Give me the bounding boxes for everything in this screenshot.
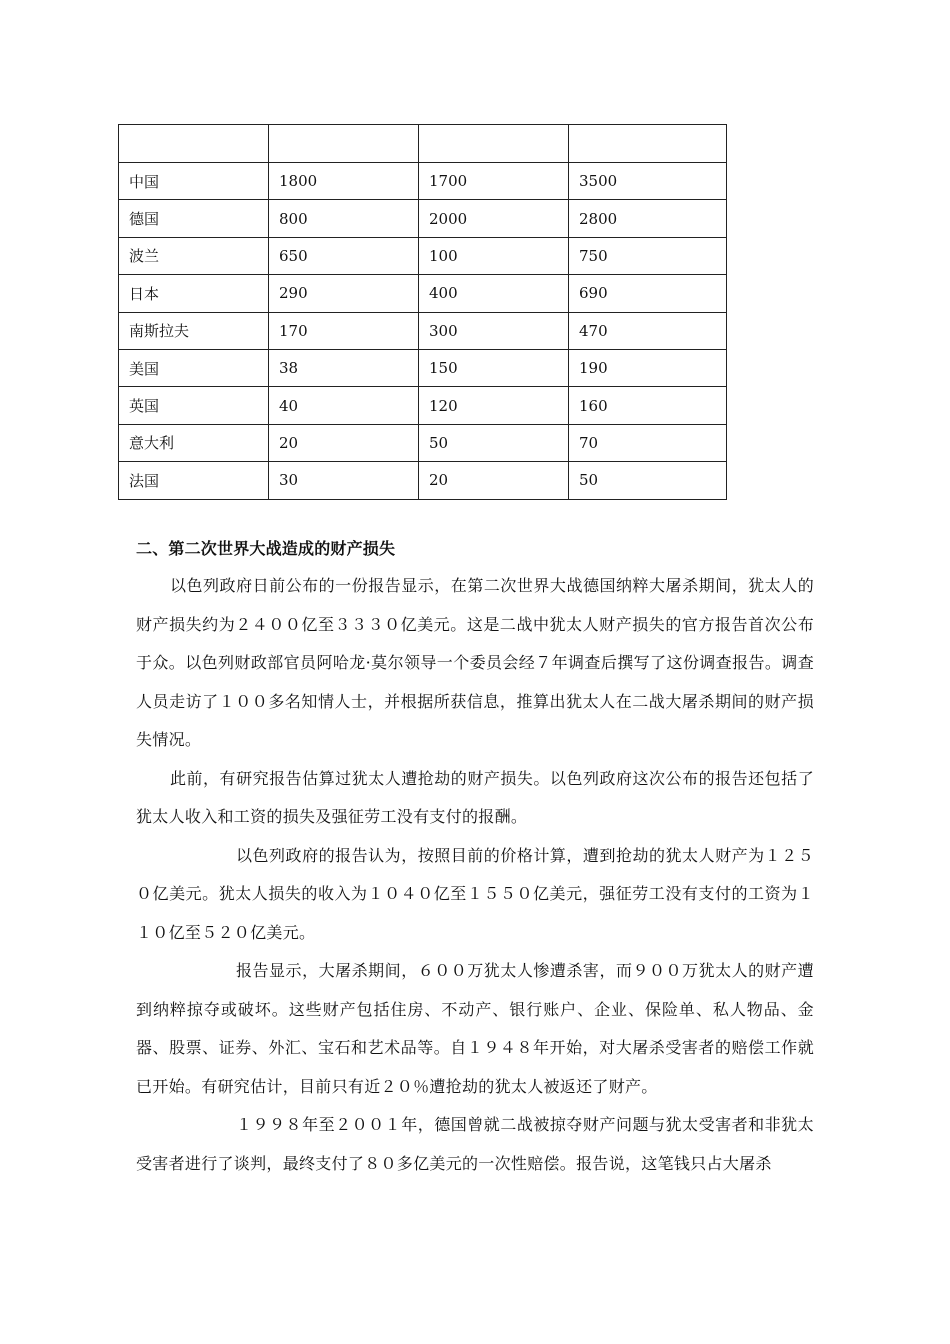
country-cell: 中国 bbox=[119, 163, 269, 200]
table-row bbox=[119, 424, 727, 461]
table-row bbox=[119, 275, 727, 312]
value-cell: 160 bbox=[569, 387, 727, 424]
value-cell: 38 bbox=[269, 349, 419, 386]
country-cell: 日本 bbox=[119, 275, 269, 312]
section-heading: 二、第二次世界大战造成的财产损失 bbox=[136, 539, 396, 558]
value-cell: 800 bbox=[269, 200, 419, 237]
country-cell: 法国 bbox=[119, 462, 269, 499]
value-cell: 20 bbox=[419, 462, 569, 499]
value-cell: 40 bbox=[269, 387, 419, 424]
paragraph: 报告显示，大屠杀期间，６００万犹太人惨遭杀害，而９００万犹太人的财产遭到纳粹掠夺或破坏。这些财产包括住房、不动产、银行账户、企业、保险单、私人物品、金器、股票、证券、外汇、宝石和艺术品等。自１９４８年开始，对大屠杀受害者的赔偿工作就已开始。有研究估计，目前只有近２０％遭抢劫的犹太人被返还了财产。 bbox=[136, 961, 814, 1096]
value-cell: 470 bbox=[569, 312, 727, 349]
value-cell: 300 bbox=[419, 312, 569, 349]
header-cell bbox=[419, 125, 569, 163]
value-cell: 1700 bbox=[419, 163, 569, 200]
value-cell: 50 bbox=[569, 462, 727, 499]
paragraph: 以色列政府的报告认为，按照目前的价格计算，遭到抢劫的犹太人财产为１２５０亿美元。犹太人损失的收入为１０４０亿至１５５０亿美元，强征劳工没有支付的工资为１１０亿至５２０亿美元。 bbox=[136, 845, 814, 942]
table-row bbox=[119, 237, 727, 274]
country-cell: 南斯拉夫 bbox=[119, 312, 269, 349]
table-row bbox=[119, 163, 727, 200]
value-cell: 3500 bbox=[569, 163, 727, 200]
country-cell: 英国 bbox=[119, 387, 269, 424]
value-cell: 690 bbox=[569, 275, 727, 312]
table-row bbox=[119, 387, 727, 424]
value-cell: 120 bbox=[419, 387, 569, 424]
value-cell: 50 bbox=[419, 424, 569, 461]
value-cell: 290 bbox=[269, 275, 419, 312]
table-row bbox=[119, 200, 727, 237]
value-cell: 400 bbox=[419, 275, 569, 312]
paragraph: 以色列政府日前公布的一份报告显示，在第二次世界大战德国纳粹大屠杀期间，犹太人的财产损失约为２４００亿至３３３０亿美元。这是二战中犹太人财产损失的官方报告首次公布于众。以色列财政部官员阿哈龙·莫尔领导一个委员会经７年调查后撰写了这份调查报告。调查人员走访了１００多名知情人士，并根据所获信息，推算出犹太人在二战大屠杀期间的财产损失情况。 bbox=[136, 576, 814, 749]
section-body bbox=[136, 567, 814, 1183]
loss-table bbox=[118, 124, 727, 500]
value-cell: 2000 bbox=[419, 200, 569, 237]
table-row bbox=[119, 312, 727, 349]
value-cell: 750 bbox=[569, 237, 727, 274]
header-cell bbox=[569, 125, 727, 163]
header-cell bbox=[119, 125, 269, 163]
header-cell bbox=[269, 125, 419, 163]
value-cell: 20 bbox=[269, 424, 419, 461]
country-cell: 意大利 bbox=[119, 424, 269, 461]
value-cell: 2800 bbox=[569, 200, 727, 237]
table-row bbox=[119, 349, 727, 386]
value-cell: 170 bbox=[269, 312, 419, 349]
paragraph: １９９８年至２００１年，德国曾就二战被掠夺财产问题与犹太受害者和非犹太受害者进行了谈判，最终支付了８０多亿美元的一次性赔偿。报告说，这笔钱只占大屠杀 bbox=[136, 1115, 814, 1173]
table-row bbox=[119, 462, 727, 499]
value-cell: 1800 bbox=[269, 163, 419, 200]
paragraph: 此前，有研究报告估算过犹太人遭抢劫的财产损失。以色列政府这次公布的报告还包括了犹太人收入和工资的损失及强征劳工没有支付的报酬。 bbox=[136, 768, 814, 826]
country-cell: 波兰 bbox=[119, 237, 269, 274]
country-cell: 美国 bbox=[119, 349, 269, 386]
value-cell: 190 bbox=[569, 349, 727, 386]
table-header-row bbox=[119, 125, 727, 163]
value-cell: 70 bbox=[569, 424, 727, 461]
value-cell: 650 bbox=[269, 237, 419, 274]
value-cell: 100 bbox=[419, 237, 569, 274]
country-cell: 德国 bbox=[119, 200, 269, 237]
value-cell: 30 bbox=[269, 462, 419, 499]
value-cell: 150 bbox=[419, 349, 569, 386]
